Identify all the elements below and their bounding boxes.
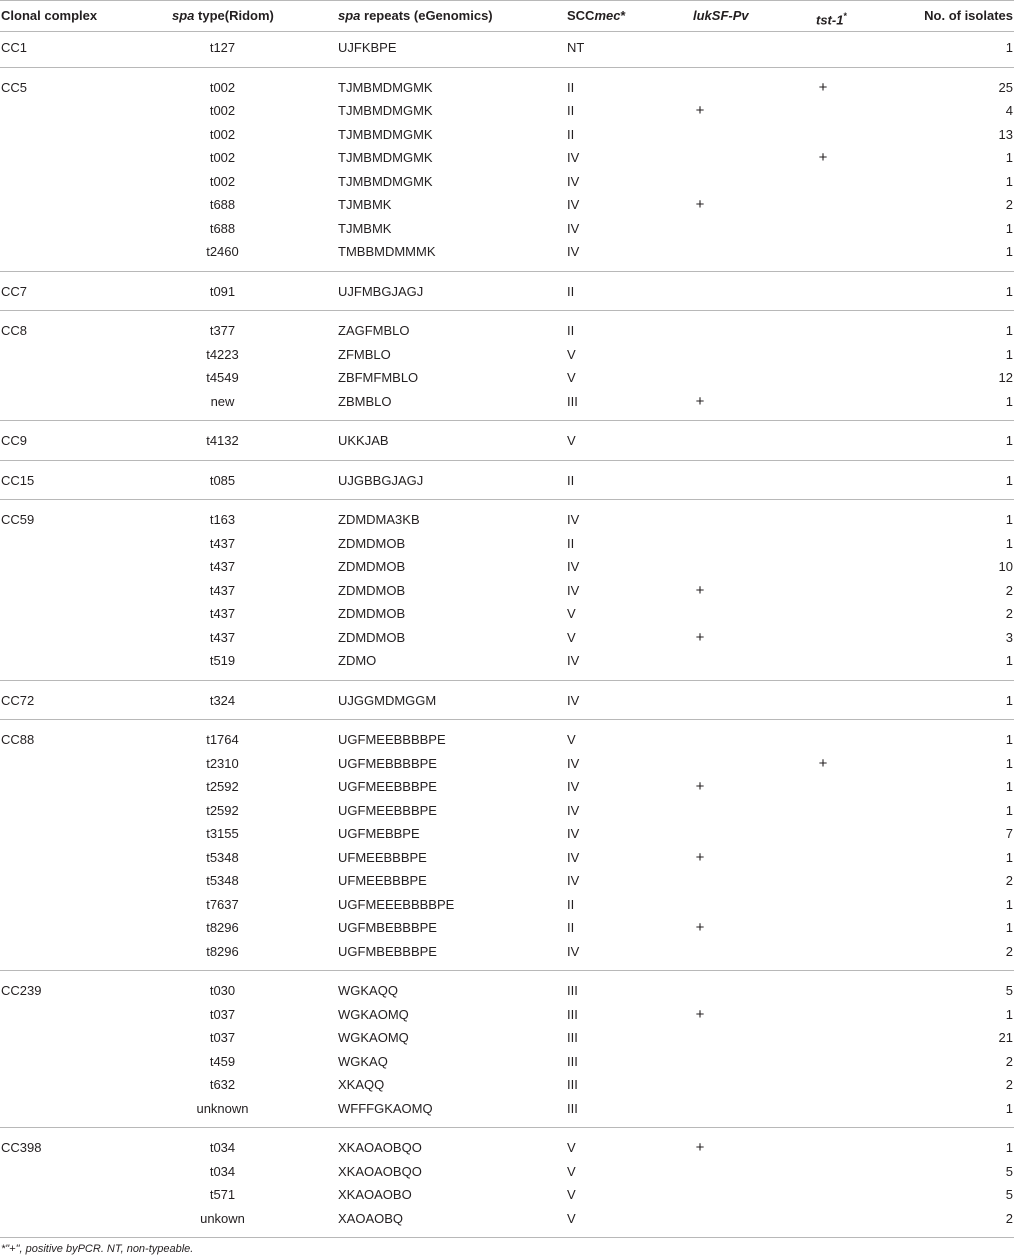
spa-type-cell: t7637 (206, 896, 239, 912)
spa-repeats-cell: ZDMDMOB (338, 606, 406, 621)
sccmec-cell: II (567, 126, 575, 142)
spa-type-cell: t377 (209, 323, 236, 338)
clonal-complex-cell: CC8 (1, 323, 28, 338)
spa-repeats-cell: XKAOAOBO (338, 1187, 412, 1202)
table-row (0, 193, 1014, 217)
isolates-count-cell: 25 (998, 79, 1013, 95)
spa-repeats-cell: ZDMDMOB (338, 559, 406, 574)
isolates-count-cell: 1 (1005, 150, 1013, 165)
sccmec-cell: IV (567, 692, 580, 708)
table-row (0, 979, 1014, 1003)
sccmec-cell: V (567, 629, 576, 645)
lukSF-Pv-cell: + (695, 919, 705, 936)
isolates-count-cell: 21 (998, 1030, 1013, 1045)
clonal-complex-cell: CC398 (1, 1140, 42, 1155)
spa-repeats-cell: UFMEEBBBPE (338, 873, 427, 888)
header-spa-repeats-italic: spa (338, 8, 361, 23)
table-row (0, 940, 1014, 964)
table-row (0, 1073, 1014, 1097)
lukSF-Pv-cell: + (695, 392, 705, 410)
spa-type-cell: t437 (209, 535, 236, 551)
tst-1-cell: + (818, 78, 828, 96)
table-row (0, 123, 1014, 147)
sccmec-cell: IV (567, 197, 580, 212)
spa-type-cell: t085 (209, 472, 236, 488)
sccmec-cell: III (567, 1030, 578, 1045)
lukSF-Pv-cell: + (695, 581, 705, 599)
spa-type-cell: t034 (209, 1163, 236, 1179)
isolates-count-cell: 2 (1005, 606, 1013, 621)
spa-repeats-cell: UJFMBGJAGJ (338, 283, 424, 299)
isolates-count-cell: 4 (1005, 103, 1013, 118)
sccmec-cell: IV (567, 779, 580, 794)
clonal-complex-group (0, 311, 1014, 421)
spa-repeats-cell: UJGBBGJAGJ (338, 472, 424, 488)
isolates-count-cell: 1 (1005, 512, 1013, 527)
isolates-count-cell: 1 (1005, 244, 1013, 259)
spa-repeats-cell: ZDMO (338, 653, 377, 668)
sccmec-cell: III (567, 1006, 578, 1022)
sccmec-cell: II (567, 323, 575, 338)
isolates-count-cell: 1 (1005, 173, 1013, 189)
sccmec-cell: NT (567, 40, 585, 55)
spa-type-cell: t459 (209, 1053, 236, 1069)
isolates-count-cell: 1 (1005, 346, 1013, 362)
sccmec-cell: II (567, 283, 575, 299)
spa-type-cell: t002 (209, 150, 236, 165)
isolates-count-cell: 1 (1005, 535, 1013, 551)
lukSF-Pv-cell: + (695, 102, 705, 119)
sccmec-cell: IV (567, 559, 580, 574)
spa-type-cell: t4223 (206, 346, 239, 362)
sccmec-cell: V (567, 1163, 576, 1179)
sccmec-cell: V (567, 1140, 576, 1155)
isolates-count-cell: 1 (1005, 393, 1013, 409)
spa-type-cell: t437 (209, 629, 236, 645)
table-row (0, 240, 1014, 264)
spa-repeats-cell: ZDMDMOB (338, 629, 406, 645)
spa-type-cell: t4549 (206, 370, 239, 385)
isolates-count-cell: 1 (1005, 283, 1013, 299)
tst-1-cell: + (818, 754, 828, 772)
spa-type-cell: t519 (209, 653, 236, 668)
isolates-count-cell: 1 (1005, 1100, 1013, 1116)
spa-repeats-cell: XKAQQ (338, 1077, 385, 1092)
spa-type-cell: t3155 (206, 826, 239, 841)
lukSF-Pv-cell: + (695, 848, 705, 866)
sccmec-cell: II (567, 79, 575, 95)
spa-repeats-cell: XKAOAOBQO (338, 1163, 422, 1179)
isolates-count-cell: 3 (1005, 629, 1013, 645)
isolates-count-cell: 1 (1005, 732, 1013, 747)
spa-repeats-cell: ZAGFMBLO (338, 323, 410, 338)
isolates-count-cell: 1 (1005, 220, 1013, 236)
clonal-complex-group (0, 461, 1014, 501)
spa-repeats-cell: TJMBMDMGMK (338, 79, 433, 95)
spa-type-cell: t437 (209, 606, 236, 621)
clonal-complex-group (0, 971, 1014, 1128)
spa-repeats-cell: WGKAOMQ (338, 1006, 409, 1022)
table-row (0, 728, 1014, 752)
isolates-count-cell: 5 (1005, 1163, 1013, 1179)
sccmec-cell: III (567, 1053, 578, 1069)
spa-repeats-cell: UJGGMDMGGM (338, 692, 437, 708)
spa-repeats-cell: UJFKBPE (338, 40, 397, 55)
table-row (0, 99, 1014, 123)
table-row (0, 1207, 1014, 1231)
spa-type-cell: t002 (209, 79, 236, 95)
sccmec-cell: IV (567, 220, 580, 236)
spa-repeats-cell: UGFMEEEBBBBPE (338, 896, 455, 912)
spa-type-cell: t127 (209, 40, 236, 55)
spa-repeats-cell: ZBFMFMBLO (338, 370, 419, 385)
sccmec-cell: IV (567, 943, 580, 959)
clonal-complex-cell: CC15 (1, 472, 35, 488)
isolates-count-cell: 2 (1005, 582, 1013, 598)
table-row (0, 799, 1014, 823)
table-row (0, 893, 1014, 917)
sccmec-cell: IV (567, 173, 580, 189)
spa-type-cell: t1764 (206, 732, 239, 747)
spa-repeats-cell: XKAOAOBQO (338, 1140, 422, 1155)
isolates-count-cell: 2 (1005, 873, 1013, 888)
spa-type-cell: t8296 (206, 920, 239, 935)
table-row (0, 319, 1014, 343)
clonal-complex-group (0, 32, 1014, 68)
isolates-count-cell: 1 (1005, 472, 1013, 488)
sccmec-cell: III (567, 1100, 578, 1116)
spa-type-cell: t8296 (206, 943, 239, 959)
table-row (0, 429, 1014, 453)
spa-repeats-cell: ZDMDMA3KB (338, 512, 420, 527)
isolates-count-cell: 2 (1005, 197, 1013, 212)
spa-repeats-cell: ZBMBLO (338, 393, 392, 409)
spa-type-cell: t037 (209, 1006, 236, 1022)
table-row (0, 822, 1014, 846)
clonal-complex-group (0, 720, 1014, 971)
spa-type-cell: t037 (209, 1030, 236, 1045)
isolates-count-cell: 2 (1005, 1053, 1013, 1069)
sccmec-cell: II (567, 535, 575, 551)
table-row (0, 579, 1014, 603)
isolates-count-cell: 1 (1005, 802, 1013, 818)
sccmec-cell: II (567, 103, 575, 118)
spa-type-cell: t2592 (206, 779, 239, 794)
isolates-count-cell: 1 (1005, 1006, 1013, 1022)
isolates-count-cell: 2 (1005, 943, 1013, 959)
spa-repeats-cell: UGFMEBBPE (338, 826, 420, 841)
table-row (0, 846, 1014, 870)
spa-repeats-cell: ZFMBLO (338, 346, 391, 362)
spa-repeats-cell: TJMBMDMGMK (338, 126, 433, 142)
clonal-complex-cell: CC7 (1, 283, 28, 299)
table-row (0, 1160, 1014, 1184)
table-row (0, 170, 1014, 194)
isolates-count-cell: 1 (1005, 920, 1013, 935)
sccmec-cell: V (567, 606, 576, 621)
sccmec-cell: V (567, 346, 576, 362)
clonal-complex-group (0, 681, 1014, 721)
spa-repeats-cell: TMBBMDMMMK (338, 244, 436, 259)
spa-repeats-cell: WFFFGKAOMQ (338, 1100, 433, 1116)
clonal-complex-cell: CC72 (1, 692, 35, 708)
spa-repeats-cell: UGFMEBBBBPE (338, 755, 437, 771)
header-spa-type-italic: spa (172, 8, 195, 23)
sccmec-cell: V (567, 1210, 576, 1226)
spa-repeats-cell: ZDMDMOB (338, 535, 406, 551)
spa-type-cell: t688 (209, 220, 236, 236)
clonal-complex-cell: CC5 (1, 79, 28, 95)
table-row (0, 146, 1014, 170)
table-row (0, 1003, 1014, 1027)
table-row (0, 626, 1014, 650)
table-row (0, 469, 1014, 493)
sccmec-cell: V (567, 433, 576, 448)
table-row (0, 366, 1014, 390)
header-sccmec (567, 1, 626, 31)
sccmec-cell: II (567, 896, 575, 912)
table-body (0, 32, 1014, 1238)
sccmec-cell: V (567, 1187, 576, 1202)
table-row (0, 390, 1014, 414)
sccmec-cell: IV (567, 582, 580, 598)
spa-type-cell: t632 (209, 1077, 236, 1092)
isolates-count-cell: 1 (1005, 433, 1013, 448)
isolates-count-cell: 1 (1005, 849, 1013, 865)
spa-type-cell: t437 (209, 582, 236, 598)
clonal-complex-cell: CC88 (1, 732, 35, 747)
header-lukSF-Pv: lukSF-Pv (693, 8, 749, 23)
spa-type-cell: t2310 (206, 755, 239, 771)
table-header-row (0, 0, 1014, 32)
table-row (0, 532, 1014, 556)
header-tst-1-label: tst-1 (816, 12, 844, 28)
sccmec-cell: V (567, 370, 576, 385)
spa-repeats-cell: WGKAQQ (338, 983, 398, 998)
spa-repeats-cell: TJMBMDMGMK (338, 150, 433, 165)
sccmec-cell: IV (567, 755, 580, 771)
header-spa-repeats-rest: repeats (eGenomics) (360, 8, 493, 23)
spa-type-cell: t002 (209, 126, 236, 142)
spa-repeats-cell: UGFMEEBBBBPE (338, 732, 446, 747)
clonal-complex-group (0, 68, 1014, 272)
isolates-count-cell: 1 (1005, 896, 1013, 912)
header-sccmec-star: * (620, 8, 626, 23)
spa-type-cell: t324 (209, 692, 236, 708)
table-row (0, 752, 1014, 776)
table-row (0, 1097, 1014, 1121)
spa-repeats-cell: WGKAQ (338, 1053, 388, 1069)
table-footnote: *"+", positive byPCR. NT, non-typeable. (1, 1243, 194, 1255)
lukSF-Pv-cell: + (695, 1005, 705, 1023)
lukSF-Pv-cell: + (695, 778, 705, 795)
table-row (0, 689, 1014, 713)
header-number-of-isolates: No. of isolates (924, 8, 1013, 23)
spa-type-cell: t034 (209, 1140, 236, 1155)
spa-type-cell: t002 (209, 103, 236, 118)
isolates-count-cell: 1 (1005, 323, 1013, 338)
table-row (0, 649, 1014, 673)
spa-type-cell: t688 (209, 197, 236, 212)
spa-repeats-cell: TJMBMDMGMK (338, 103, 433, 118)
header-clonal-complex: Clonal complex (1, 8, 98, 23)
table-row (0, 217, 1014, 241)
header-spa-repeats (338, 1, 493, 31)
table-row (0, 508, 1014, 532)
table-row (0, 36, 1014, 60)
clonal-complex-group (0, 1128, 1014, 1238)
clonal-complex-cell: CC9 (1, 433, 28, 448)
table-row (0, 916, 1014, 940)
sccmec-cell: IV (567, 512, 580, 527)
sccmec-cell: IV (567, 802, 580, 818)
sccmec-cell: III (567, 983, 578, 998)
sccmec-cell: V (567, 732, 576, 747)
table-row (0, 555, 1014, 579)
sccmec-cell: II (567, 920, 575, 935)
spa-repeats-cell: XAOAOBQ (338, 1210, 404, 1226)
spa-repeats-cell: UGFMEEBBBPE (338, 802, 437, 818)
spa-type-cell: unkown (200, 1210, 245, 1226)
spa-type-cell: new (210, 393, 235, 409)
isolates-count-cell: 1 (1005, 692, 1013, 708)
spa-repeats-cell: WGKAOMQ (338, 1030, 409, 1045)
spa-repeats-cell: TJMBMK (338, 197, 392, 212)
spa-type-cell: t002 (209, 173, 236, 189)
lukSF-Pv-cell: + (695, 196, 705, 213)
table-row (0, 1026, 1014, 1050)
isolates-count-cell: 10 (998, 559, 1013, 574)
table-row (0, 1136, 1014, 1160)
isolates-count-cell: 1 (1005, 1140, 1013, 1155)
spa-type-cell: t030 (209, 983, 236, 998)
sccmec-cell: IV (567, 873, 580, 888)
spa-type-cell: t5348 (206, 849, 239, 865)
spa-repeats-cell: UGFMEEBBBPE (338, 779, 437, 794)
sccmec-cell: IV (567, 653, 580, 668)
spa-repeats-cell: ZDMDMOB (338, 582, 406, 598)
isolates-count-cell: 2 (1005, 1210, 1013, 1226)
header-spa-type (172, 1, 274, 31)
header-spa-type-rest: type(Ridom) (194, 8, 274, 23)
spa-type-cell: t2592 (206, 802, 239, 818)
header-sccmec-mec: mec (594, 8, 621, 23)
table-row (0, 343, 1014, 367)
isolates-count-cell: 13 (998, 126, 1013, 142)
spa-repeats-cell: TJMBMK (338, 220, 392, 236)
sccmec-cell: III (567, 1077, 578, 1092)
header-tst-1 (816, 1, 847, 35)
header-tst-1-sup: * (843, 11, 847, 21)
clonal-complex-group (0, 272, 1014, 312)
spa-repeats-cell: UGFMBEBBBPE (338, 943, 437, 959)
spa-type-cell: t4132 (206, 433, 239, 448)
spa-repeats-cell: TJMBMDMGMK (338, 173, 433, 189)
table-row (0, 1183, 1014, 1207)
isolates-count-cell: 7 (1005, 826, 1013, 841)
lukSF-Pv-cell: + (695, 628, 705, 646)
table-row (0, 775, 1014, 799)
clonal-complex-cell: CC239 (1, 983, 42, 998)
table-row (0, 602, 1014, 626)
spa-type-cell: t163 (209, 512, 236, 527)
spa-type-cell: unknown (196, 1100, 249, 1116)
isolates-count-cell: 2 (1005, 1077, 1013, 1092)
isolates-count-cell: 1 (1005, 40, 1013, 55)
table-row (0, 869, 1014, 893)
isolates-count-cell: 1 (1005, 779, 1013, 794)
sccmec-cell: IV (567, 826, 580, 841)
lukSF-Pv-cell: + (695, 1139, 705, 1156)
spa-type-cell: t571 (209, 1187, 236, 1202)
isolates-count-cell: 1 (1005, 755, 1013, 771)
spa-type-cell: t091 (209, 283, 236, 299)
sccmec-cell: IV (567, 244, 580, 259)
isolates-count-cell: 5 (1005, 1187, 1013, 1202)
sccmec-cell: II (567, 472, 575, 488)
header-sccmec-scc: SCC (567, 8, 595, 23)
tst-1-cell: + (818, 149, 828, 166)
clonal-complex-cell: CC1 (1, 40, 28, 55)
isolates-count-cell: 12 (998, 370, 1013, 385)
table-row (0, 1050, 1014, 1074)
spa-repeats-cell: UGFMBEBBBPE (338, 920, 437, 935)
isolates-count-cell: 1 (1005, 653, 1013, 668)
sccmec-cell: IV (567, 150, 580, 165)
spa-type-cell: t2460 (206, 244, 239, 259)
clonal-complex-group (0, 421, 1014, 461)
isolates-count-cell: 5 (1005, 983, 1013, 998)
clonal-complex-group (0, 500, 1014, 681)
table-row (0, 280, 1014, 304)
spa-type-cell: t5348 (206, 873, 239, 888)
table-row (0, 76, 1014, 100)
spa-repeats-cell: UFMEEBBBPE (338, 849, 427, 865)
spa-repeats-cell: UKKJAB (338, 433, 389, 448)
spa-type-cell: t437 (209, 559, 236, 574)
clonal-complex-cell: CC59 (1, 512, 35, 527)
sccmec-cell: IV (567, 849, 580, 865)
sccmec-cell: III (567, 393, 578, 409)
